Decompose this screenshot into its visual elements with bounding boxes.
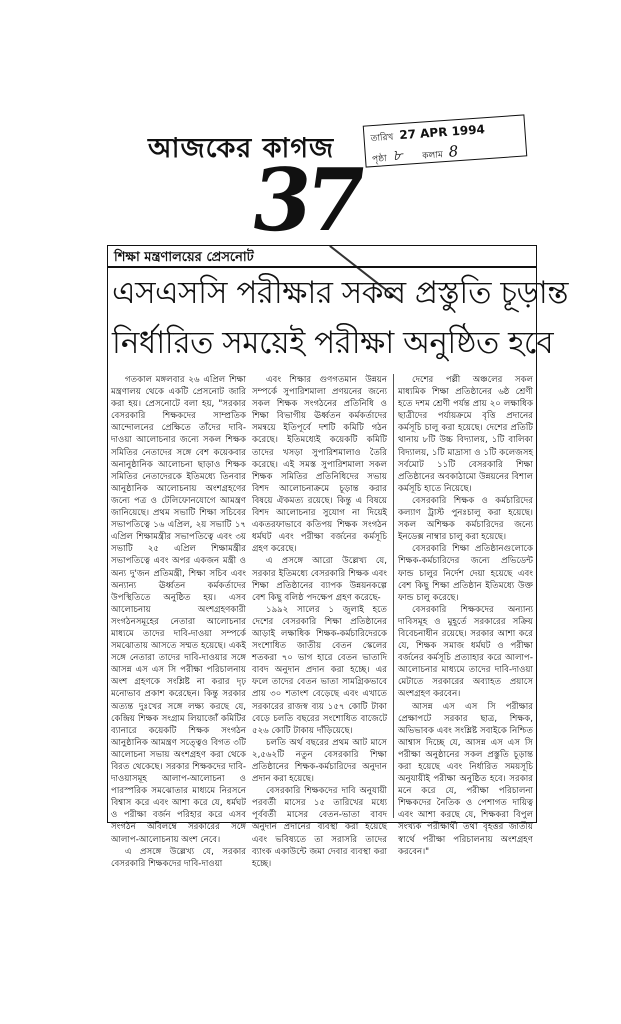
column-value: 8 [448,142,459,161]
article-column-3 [393,374,533,857]
clipping-date-stamp [363,114,528,167]
headline-line-1: এসএসসি পরীক্ষার সকল প্রস্তুতি চূড়ান্ত [112,275,569,311]
article-column-2 [252,374,387,869]
article-paragraph: দেশের পল্লী অঞ্চলের সকল মাধ্যমিক শিক্ষা প্রতিষ্ঠানের ৬ষ্ঠ শ্রেণী হতে দশম শ্রেণী পর্যন্ত প্রায় ২০ লক্ষাধিক ছাত্রীদের পর্যায়ক্রমে বৃত্তি প্রদানের কর্মসূচি চালু করা হয়েছে। দেশের প্রতিটি থানায় ৮টি উচ্চ বিদ্যালয়, ১টি বালিকা বিদ্যালয়, ১টি মাদ্রাসা ও ১টি কলেজসহ সর্বমোট ১১টি বেসরকারি শিক্ষা প্রতিষ্ঠানের অবকাঠামো উন্নয়নের বিশাল কর্মসূচি হাতে নিয়েছে। [398,375,533,494]
article-paragraph: গতকাল মঙ্গলবার ২৬ এপ্রিল শিক্ষা মন্ত্রণালয় থেকে একটি প্রেসনোট জারি করা হয়। প্রেসনোটে বলা হয়, "সরকার বেসরকারি শিক্ষকদের সাম্প্রতিক আন্দোলনের প্রেক্ষিতে তাঁদের দাবি-দাওয়া আলোচনার জন্যে সকল শিক্ষক সমিতির নেতাদের সঙ্গে বেশ কয়েকবার অনানুষ্ঠানিক আলোচনা ছাড়াও শিক্ষক সমিতির নেতাদেরকে ইতিমধ্যে তিনবার আনুষ্ঠানিক আলোচনায় অংশগ্রহণের জন্যে পত্র ও টেলিফোনযোগে আমন্ত্রণ জানিয়েছে। প্রথম সভাটি শিক্ষা সচিবের সভাপতিত্বে ১৬ এপ্রিল, ২য় সভাটি ১৭ এপ্রিল শিক্ষামন্ত্রীর সভাপতিত্বে এবং ৩য় সভাটি ২৫ এপ্রিল শিক্ষামন্ত্রীর সভাপতিত্বে এবং অপর একজন মন্ত্রী ও অন্য দু'জন প্রতিমন্ত্রী, শিক্ষা সচিব এবং অন্যান্য ঊর্ধ্বতন কর্মকর্তাদের উপস্থিতিতে অনুষ্ঠিত হয়। এসব আলোচনায় অংশগ্রহণকারী সংগঠনসমূহের নেতারা আলোচনার মাধ্যমে তাদের দাবি-দাওয়া সম্পর্কে সমঝোতায় আসতে সম্মত হয়েছে। একই সঙ্গে নেতারা তাদের দাবি-দাওয়ার সঙ্গে আসন্ন এস এস সি পরীক্ষা পরিচালনায় অংশ গ্রহণকে সংশ্লিষ্ট না করার দৃঢ় মনোভাব প্রকাশ করেছেন। কিন্তু সরকার অত্যন্ত দুঃখের সঙ্গে লক্ষ্য করছে যে, কেন্দ্রিয় শিক্ষক সংগ্রাম লিয়াজোঁ কমিটির ব্যানারে কয়েকটি শিক্ষক সংগঠন আনুষ্ঠানিক আমন্ত্রণ সত্ত্বেও বিগত ৩টি আলোচনা সভায় অংশগ্রহণ করা থেকে বিরত থেকেছে। সরকার শিক্ষকদের দাবি-দাওয়াসমূহ আলাপ-আলোচনা ও পারস্পরিক সমঝোতার মাধ্যমে নিরসনে বিশ্বাস করে এবং আশা করে যে, ধর্মঘট ও পরীক্ষা বর্জন পরিহার করে এসব সংগঠন অবিলম্বে সরকারের সঙ্গে আলাপ-আলোচনায় অংশ নেবে। [111,375,246,845]
article-paragraph: এ প্রসঙ্গে উল্লেখ্য যে, সরকার বেসরকারি শিক্ষকদের দাবি-দাওয়া [111,846,246,869]
newspaper-masthead: আজকের কাগজ [148,133,335,164]
article-paragraph: এ প্রসঙ্গে আরো উল্লেখ্য যে, সরকার ইতিমধ্যে বেসরকারি শিক্ষক এবং শিক্ষা প্রতিষ্ঠানের ব্যাপক উন্নয়নকল্পে বেশ কিছু বলিষ্ঠ পদক্ষেপ গ্রহণ করেছে- [252,556,387,603]
article-paragraph: ১৯৯২ সালের ১ জুলাই হতে দেশের বেসরকারি শিক্ষা প্রতিষ্ঠানের আড়াই লক্ষাধিক শিক্ষক-কর্মচারিদেরকে সংশোধিত জাতীয় বেতন স্কেলের শতকরা ৭০ ভাগ হারে বেতন ভাতাদি বাবদ অনুদান প্রদান করা হচ্ছে। এর ফলে তাদের বেতন ভাতা সামগ্রিকভাবে প্রায় ৩০ শতাংশ বেড়েছে এবং এখাতে সরকারের রাজস্ব ব্যয় ১৫৭ কোটি টাকা বেড়ে চলতি বছরের সংশোধিত বাজেটে ৫২৬ কোটি টাকায় দাঁড়িয়েছে। [252,604,387,736]
kicker-divider [108,266,536,268]
article-paragraph: বেসরকারি শিক্ষকদের দাবি অনুযায়ী পরবর্তী মাসের ১৫ তারিখের মধ্যে পূর্ববর্তী মাসের বেতন-ভাতা বাবদ অনুদান প্রদানের ব্যবস্থা করা হয়েছে এবং ভবিষ্যতে তা সরাসরি তাদের ব্যাংক একাউন্টে জমা দেবার ব্যবস্থা করা হচ্ছে। [252,786,387,869]
headline-line-2: নির্ধারিত সময়েই পরীক্ষা অনুষ্ঠিত হবে [112,325,554,361]
article-paragraph: এবং শিক্ষার গুণগতমান উন্নয়ন সম্পর্কে সুপারিশমালা প্রণয়নের জন্যে সকল শিক্ষক সংগঠনের প্রতিনিধি ও শিক্ষা বিভাগীয় ঊর্ধ্বতন কর্মকর্তাদের সমন্বয়ে ইতিপূর্বে দশটি কমিটি গঠন করেছে। ইতিমধ্যেই কয়েকটি কমিটি তাদের খসড়া সুপারিশমালাও তৈরি করেছে। এই সমস্ত সুপারিশমালা সকল শিক্ষক সমিতির প্রতিনিধিদের সভায় বিশদ আলোচনাক্রমে চূড়ান্ত করার বিষয়ে ঐকমত্য রয়েছে। কিন্তু এ বিষয়ে বিশদ আলোচনার সুযোগ না দিয়েই একতরফাভাবে কতিপয় শিক্ষক সংগঠন ধর্মঘট এবং পরীক্ষা বর্জনের কর্মসূচি গ্রহণ করেছে। [252,375,387,555]
article-column-1 [111,374,246,869]
article-body [111,374,533,869]
page-label: পৃষ্ঠা [371,154,388,166]
article-paragraph: বেসরকারি শিক্ষকদের অন্যান্য দাবিসমূহ ও মুহূর্তে সরকারের সক্রিয় বিবেচনাধীন রয়েছে। সরকার আশা করে যে, শিক্ষক সমাজ ধর্মঘট ও পরীক্ষা বর্জনের কর্মসূচি প্রত্যাহার করে আলাপ-আলোচনার মাধ্যমে তাদের দাবি-দাওয়া মেটাতে সরকারের অব্যাহত প্রয়াসে অংশগ্রহণ করবেন। [398,604,533,700]
article-paragraph: আসন্ন এস এস সি পরীক্ষার প্রেক্ষাপটে সরকার ছাত্র, শিক্ষক, অভিভাবক এবং সংশ্লিষ্ট সবাইকে নিশ্চিত আশ্বাস দিচ্ছে যে, আসন্ন এস এস সি পরীক্ষা অনুষ্ঠানের সকল প্রস্তুতি চূড়ান্ত করা হয়েছে এবং নির্ধারিত সময়সূচি অনুযায়ীই পরীক্ষা অনুষ্ঠিত হবে। সরকার মনে করে যে, পরীক্ষা পরিচালনা শিক্ষকদের নৈতিক ও পেশাগত দায়িত্ব এবং আশা করছে যে, শিক্ষকরা বিপুল সংখ্যক পরীক্ষার্থী তথা বৃহত্তর জাতীয় স্বার্থে পরীক্ষা পরিচালনায় অংশগ্রহণ করবেন।" [398,701,533,857]
article-kicker: শিক্ষা মন্ত্রণালয়ের প্রেসনোট [114,250,254,265]
date-label: তারিখ [370,132,394,145]
date-value: 27 APR 1994 [398,122,486,143]
handwritten-number: 37 [244,150,367,251]
article-paragraph: বেসরকারি শিক্ষা প্রতিষ্ঠানগুলোকে শিক্ষক-কর্মচারিদের জন্যে প্রভিডেন্ট ফান্ড চালুর নির্দেশ দেয়া হয়েছে এবং বেশ কিছু শিক্ষা প্রতিষ্ঠান ইতিমধ্যে উক্ত ফান্ড চালু করেছে। [398,544,533,603]
article-paragraph: চলতি অর্থ বছরের প্রথম আট মাসে ২,৫৬২টি নতুন বেসরকারি শিক্ষা প্রতিষ্ঠানের শিক্ষক-কর্মচারিদের অনুদান প্রদান করা হয়েছে। [252,737,387,785]
article-paragraph: বেসরকারি শিক্ষক ও কর্মচারিদের কল্যাণ ট্রাস্ট পুনঃচালু করা হয়েছে। সকল অশিক্ষক কর্মচারিদের জন্যে ইনডেক্স নাম্বার চালু করা হয়েছে। [398,495,533,543]
column-label: কলাম [422,150,444,162]
page-value: ৮ [391,146,403,165]
article-clipping [107,245,569,869]
